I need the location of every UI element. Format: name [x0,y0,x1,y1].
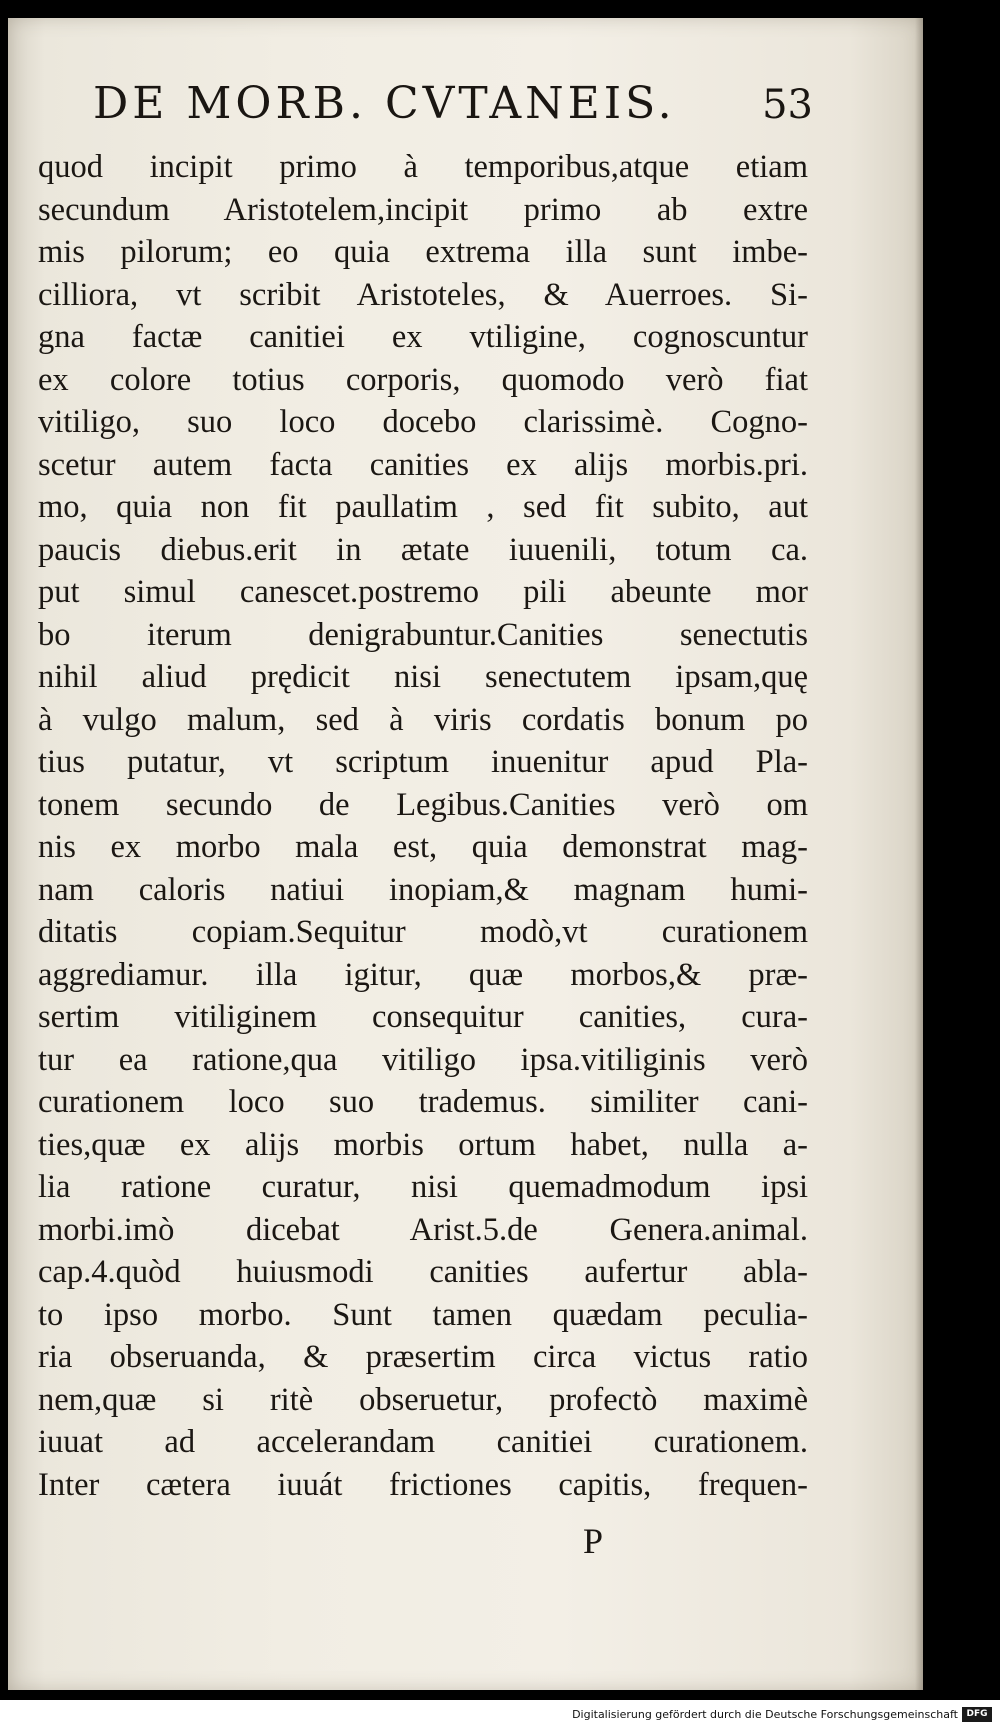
text-line: Inter cætera iuuát frictiones capitis, frequen- [38,1466,808,1503]
text-line: ties,quæ ex alijs morbis ortum habet, nulla a- [38,1126,808,1163]
text-line: secundum Aristotelem,incipit primo ab extre [38,191,808,228]
text-line: aggrediamur. illa igitur, quæ morbos,& præ- [38,956,808,993]
text-line: curationem loco suo trademus. similiter cani- [38,1084,808,1120]
running-title: DE MORB. CVTANEIS. [93,78,676,129]
text-line: tonem secundo de Legibus.Canities verò om [38,786,808,823]
text-line: iuuat ad accelerandam canitiei curationem. [38,1424,808,1460]
text-line: nis ex morbo mala est, quia demonstrat mag- [38,829,808,865]
text-line: nam caloris natiui inopiam,& magnam humi- [38,871,808,908]
book-page [8,18,923,1690]
text-line: tius putatur, vt scriptum inuenitur apud Pla- [38,744,808,780]
digitization-footer [0,1700,1000,1730]
text-line: à vulgo malum, sed à viris cordatis bonum po [38,701,808,738]
text-line: sertim vitiliginem consequitur canities, cura- [38,999,808,1035]
text-line: quod incipit primo à temporibus,atque etiam [38,149,808,185]
text-line: cap.4.quòd huiusmodi canities aufertur abla- [38,1254,808,1290]
signature-mark: P [583,1521,604,1561]
text-line: lia ratione curatur, nisi quemadmodum ipsi [38,1169,808,1205]
text-line: ria obseruanda, & præsertim circa victus ratio [38,1339,808,1375]
text-line: morbi.imò dicebat Arist.5.de Genera.animal. [38,1211,808,1248]
text-line: cilliora, vt scribit Aristoteles, & Auerroes. Si- [38,276,808,313]
text-line: to ipso morbo. Sunt tamen quædam peculia- [38,1296,808,1333]
page-number: 53 [762,82,813,128]
running-head [93,70,813,142]
text-line: ditatis copiam.Sequitur modò,vt curationem [38,914,808,950]
text-line: vitiligo, suo loco docebo clarissimè. Cogno- [38,404,808,440]
text-line: scetur autem facta canities ex alijs morbis.pri. [38,446,808,483]
text-line: paucis diebus.erit in ætate iuuenili, totum ca. [38,531,808,568]
text-line: tur ea ratione,qua vitiligo ipsa.vitiliginis verò [38,1041,808,1078]
text-line: gna factæ canitiei ex vtiligine, cognoscuntur [38,319,808,355]
page-spine-shadow [915,18,923,1690]
text-line: put simul canescet.postremo pili abeunte mor [38,574,808,610]
text-line: ex colore totius corporis, quomodo verò fiat [38,361,808,398]
text-line: bo iterum denigrabuntur.Canities senectutis [38,616,808,653]
text-line: nihil aliud prędicit nisi senectutem ipsam,quę [38,659,808,695]
text-line: nem,quæ si ritè obseruetur, profectò maximè [38,1381,808,1418]
body-text [38,146,808,1506]
funding-credit: Digitalisierung gefördert durch die Deutsche Forschungsgemeinschaft [572,1708,958,1721]
text-line: mis pilorum; eo quia extrema illa sunt imbe- [38,234,808,270]
text-line: mo, quia non fit paullatim , sed fit subito, aut [38,489,808,525]
dfg-logo-icon: DFG [962,1707,992,1722]
